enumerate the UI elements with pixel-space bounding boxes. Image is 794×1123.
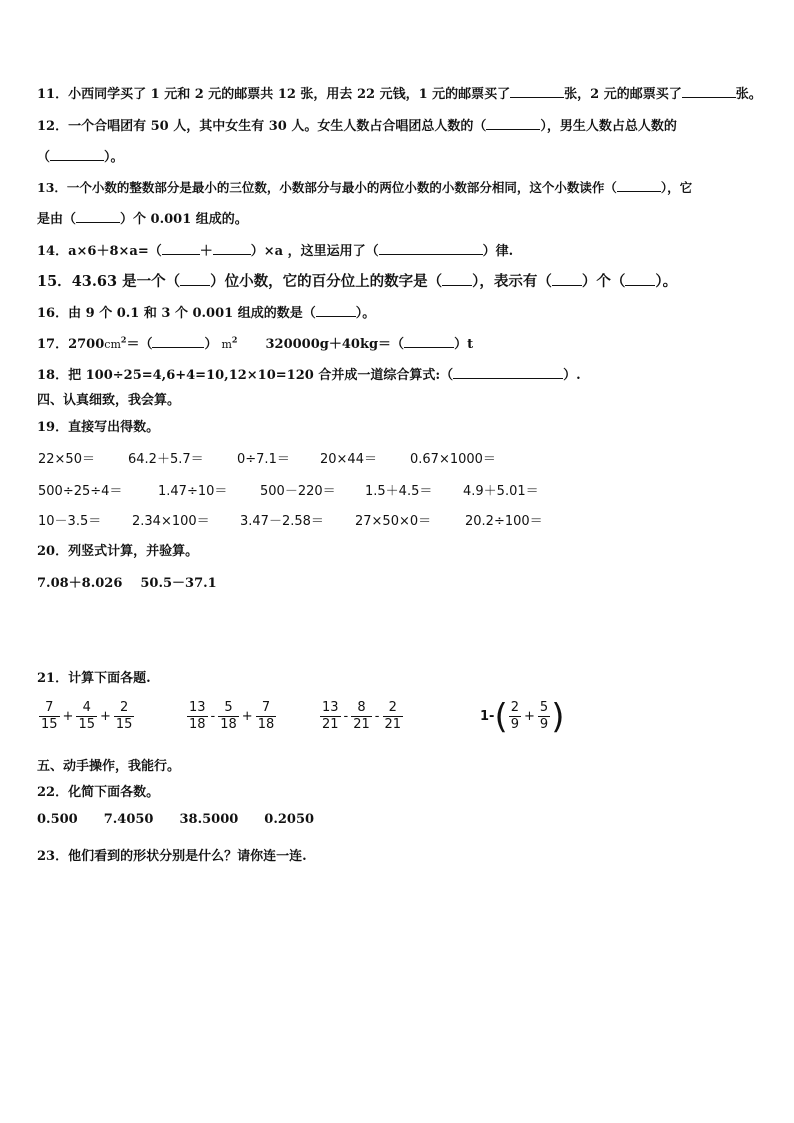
- calc-item: 64.2＋5.7＝: [128, 452, 204, 467]
- answer-blank[interactable]: [180, 273, 210, 286]
- question-19-title: 19．直接写出得数。: [37, 420, 160, 435]
- answer-blank[interactable]: [617, 179, 661, 192]
- calc-item: 3.47－2.58＝: [240, 514, 324, 529]
- calc-item: 1.5＋4.5＝: [365, 484, 433, 499]
- fraction: $\frac{5}{18}$: [220, 700, 237, 732]
- calc-item: 20.2÷100＝: [465, 514, 543, 529]
- question-20-exprs: 7.08＋8.026 50.5－37.1: [37, 576, 217, 591]
- question-14: 14．a×6＋8×a=（ ＋ ）×a ，这里运用了（ ）律.: [37, 244, 514, 259]
- left-paren: (: [494, 696, 508, 737]
- answer-blank[interactable]: [152, 335, 204, 348]
- calc-item: 0÷7.1＝: [237, 452, 290, 467]
- calc-item: 500－220＝: [260, 484, 336, 499]
- question-23-title: 23．他们看到的形状分别是什么？请你连一连.: [37, 849, 307, 864]
- question-16: 16．由 9 个 0.1 和 3 个 0.001 组成的数是（ ）。: [37, 306, 376, 321]
- question-21-title: 21．计算下面各题.: [37, 671, 151, 686]
- answer-blank[interactable]: [316, 304, 356, 317]
- fraction: $\frac{7}{18}$: [257, 700, 275, 732]
- calc-item: 20×44＝: [320, 452, 377, 467]
- answer-blank[interactable]: [510, 85, 564, 98]
- fraction-expression-3: $\frac{13}{21}$ - $\frac{8}{21}$ - $\frac{2}{21}$: [322, 700, 402, 732]
- question-22-title: 22．化简下面各数。: [37, 785, 160, 800]
- question-17: 17．$2700cm^2=$（ ） $m^2$ 320000g＋40kg＝（ ）t: [37, 334, 474, 352]
- calc-item: 2.34×100＝: [132, 514, 210, 529]
- fraction: $\frac{4}{15}$: [78, 700, 95, 732]
- calc-item: 500÷25÷4＝: [38, 484, 123, 499]
- question-13-line-2: 是由（ ）个 0.001 组成的。: [37, 212, 248, 227]
- fraction-expression-4: 1- ( $\frac{2}{9}$ + $\frac{5}{9}$ ): [480, 696, 565, 737]
- answer-blank[interactable]: [404, 335, 454, 348]
- calc-item: 0.67×1000＝: [410, 452, 496, 467]
- fraction-expression-2: $\frac{13}{18}$ - $\frac{5}{18}$ + $\frac{7}{18}$: [189, 700, 275, 732]
- question-20-title: 20．列竖式计算，并验算。: [37, 544, 199, 559]
- answer-blank[interactable]: [379, 242, 483, 255]
- fraction: $\frac{8}{21}$: [353, 700, 370, 732]
- fraction: $\frac{7}{15}$: [41, 700, 58, 732]
- question-12: 12．一个合唱团有 50 人，其中女生有 30 人。女生人数占合唱团总人数的（ ），男生人数占总人数的: [37, 119, 677, 134]
- question-18: 18．把 100÷25=4,6+4=10,12×10=120 合并成一道综合算式:（ ）.: [37, 368, 581, 383]
- answer-blank[interactable]: [486, 117, 540, 130]
- fraction: $\frac{2}{21}$: [384, 700, 402, 732]
- fraction: $\frac{2}{9}$: [510, 700, 519, 732]
- fraction: $\frac{13}{21}$: [322, 700, 339, 732]
- fraction: $\frac{13}{18}$: [189, 700, 206, 732]
- fraction: $\frac{5}{9}$: [539, 700, 549, 732]
- answer-blank[interactable]: [625, 273, 655, 286]
- section-4-heading: 四、认真细致，我会算。: [37, 393, 181, 408]
- answer-blank[interactable]: [162, 242, 200, 255]
- answer-blank[interactable]: [682, 85, 736, 98]
- answer-blank[interactable]: [76, 210, 120, 223]
- calc-item: 22×50＝: [38, 452, 95, 467]
- question-13: 13．一个小数的整数部分是最小的三位数，小数部分与最小的两位小数的小数部分相同，这个小数读作（ ），它: [37, 180, 693, 195]
- calc-item: 10－3.5＝: [38, 514, 102, 529]
- question-11: 11．小西同学买了 1 元和 2 元的邮票共 12 张，用去 22 元钱，1 元的邮票买了 张，2 元的邮票买了 张。: [37, 87, 762, 102]
- section-5-heading: 五、动手操作，我能行。: [37, 759, 181, 774]
- answer-blank[interactable]: [213, 242, 251, 255]
- answer-blank[interactable]: [453, 366, 563, 379]
- calc-item: 1.47÷10＝: [158, 484, 228, 499]
- fraction-expression-1: $\frac{7}{15}$ + $\frac{4}{15}$ + $\frac{2}{15}$: [41, 700, 133, 732]
- calc-item: 4.9＋5.01＝: [463, 484, 539, 499]
- calc-item: 27×50×0＝: [355, 514, 432, 529]
- answer-blank[interactable]: [50, 148, 104, 161]
- answer-blank[interactable]: [552, 273, 582, 286]
- right-paren: ): [551, 696, 565, 737]
- question-12-line-2: （ ）。: [37, 150, 124, 165]
- question-22-values: 0.500 7.4050 38.5000 0.2050: [37, 812, 315, 827]
- question-15: 15．43.63 是一个（ ）位小数，它的百分位上的数字是（ ），表示有（ ）个（ ）。: [37, 273, 678, 290]
- fraction: $\frac{2}{15}$: [115, 700, 133, 732]
- answer-blank[interactable]: [442, 273, 472, 286]
